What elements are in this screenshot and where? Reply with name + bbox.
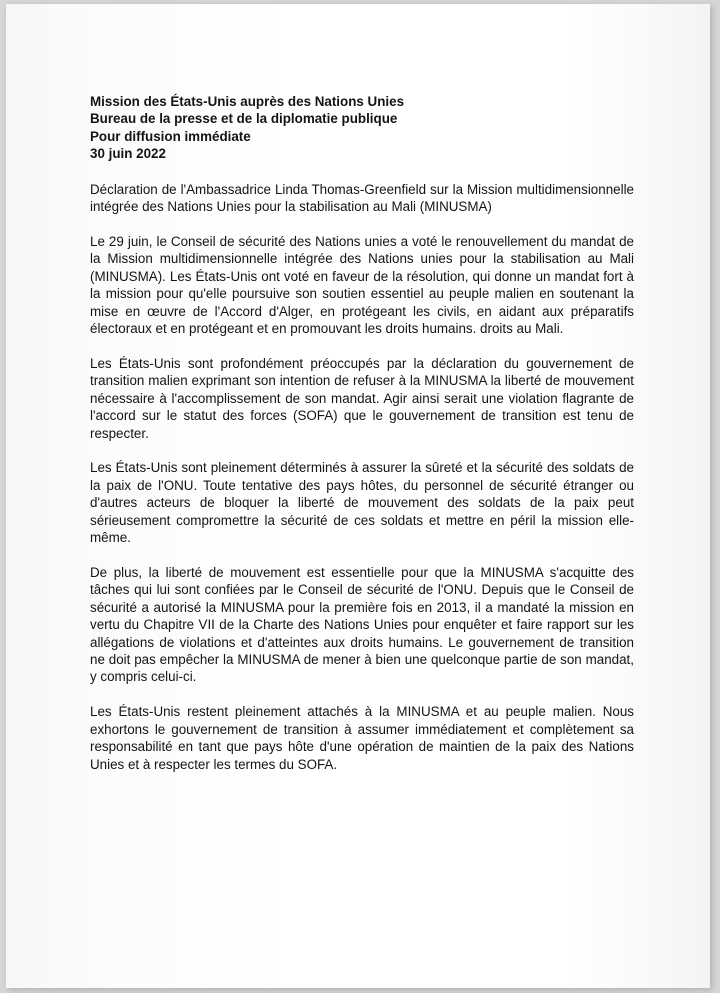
header-date: 30 juin 2022 — [90, 146, 166, 162]
paragraph-1: Le 29 juin, le Conseil de sécurité des Nations unies a voté le renouvellement du mandat de la Mission multidimensionnelle intégrée des Nations unies pour la stabilisation au Mali (MINUSMA). Les États-Unis ont voté en faveur de la résolution, qui donne un mandat fort à la mission pour qu'elle poursuive son soutien essentiel au peuple malien en soutenant la mise en œuvre de l'Accord d'Alger, en protégeant les civils, en aidant aux préparatifs électoraux et en protégeant et en promouvant les droits humains. droits au Mali. — [90, 233, 634, 336]
paragraph-5: Les États-Unis restent pleinement attachés à la MINUSMA et au peuple malien. Nous exhortons le gouvernement de transition à assumer immédiatement et complètement sa responsabilité en tant que pays hôte d'une opération de maintien de la paix des Nations Unies et à respecter les termes du SOFA. — [90, 704, 634, 772]
statement-title: Déclaration de l'Ambassadrice Linda Thomas-Greenfield sur la Mission multidimensionnelle intégrée des Nations Unies pour la stabilisation au Mali (MINUSMA) — [90, 181, 634, 215]
paragraph-2: Les États-Unis sont profondément préoccupés par la déclaration du gouvernement de transition malien exprimant son intention de refuser à la MINUSMA la liberté de mouvement nécessaire à l'accomplissement de son mandat. Agir ainsi serait une violation flagrante de l'accord sur le statut des forces (SOFA) que le gouvernement de transition est tenu de respecter. — [90, 355, 634, 441]
paragraph-4: De plus, la liberté de mouvement est essentielle pour que la MINUSMA s'acquitte des tâches qui lui sont confiées par le Conseil de sécurité de l'ONU. Depuis que le Conseil de sécurité a autorisé la MINUSMA pour la première fois en 2013, il a mandaté la mission en vertu du Chapitre VII de la Charte des Nations Unies pour enquêter et faire rapport sur les allégations de violations et d'atteintes aux droits humains. Le gouvernement de transition ne doit pas empêcher la MINUSMA de mener à bien une quelconque partie de son mandat, y compris celui-ci. — [90, 564, 634, 685]
document-page — [6, 4, 710, 988]
header-release-type: Pour diffusion immédiate — [90, 128, 251, 144]
press-release-body — [90, 93, 634, 773]
header-mission: Mission des États-Unis auprès des Nations Unies — [90, 94, 405, 109]
paragraph-3: Les États-Unis sont pleinement déterminés à assurer la sûreté et la sécurité des soldats de la paix de l'ONU. Toute tentative des pays hôtes, du personnel de sécurité étranger ou d'autres acteurs de bloquer la liberté de mouvement des soldats de la paix peut sérieusement compromettre la sécurité de ces soldats et mettre en péril la mission elle-même. — [90, 460, 634, 546]
header-bureau: Bureau de la presse et de la diplomatie publique — [90, 111, 398, 127]
